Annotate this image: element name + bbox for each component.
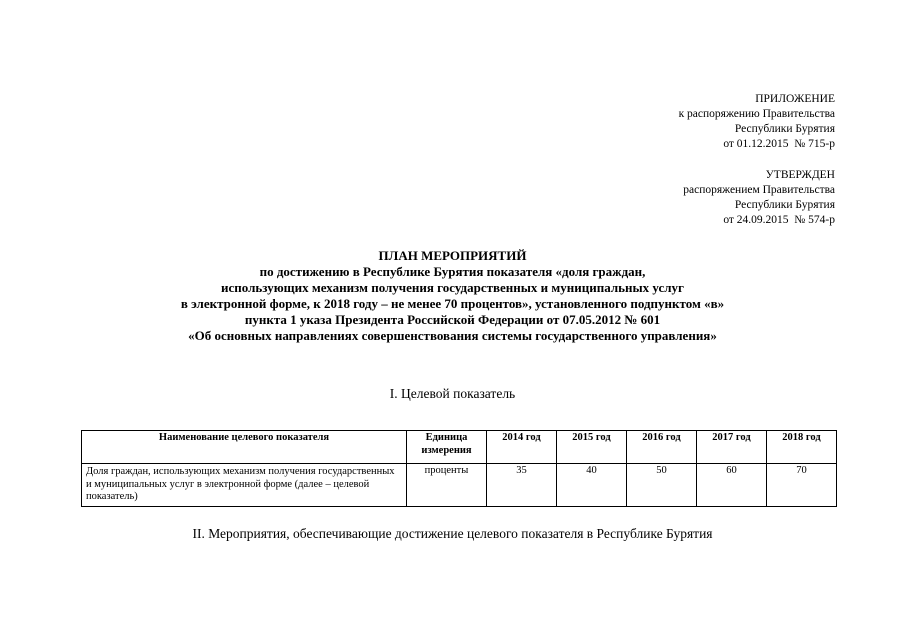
plan-title-line: использующих механизм получения государственных и муниципальных услуг — [221, 280, 684, 295]
cell-indicator-name: Доля граждан, использующих механизм получения государственных и муниципальных услуг в электронной форме (далее – целевой показатель) — [82, 464, 407, 507]
plan-title — [0, 248, 905, 344]
cell-2017: 60 — [697, 464, 767, 507]
header-2018: 2018 год — [767, 431, 837, 464]
header-indicator-name: Наименование целевого показателя — [82, 431, 407, 464]
plan-title-line: по достижению в Республике Бурятия показателя «доля граждан, — [259, 264, 646, 279]
approved-date-number: от 24.09.2015 № 574-р — [723, 214, 835, 226]
appendix-date-number: от 01.12.2015 № 715-р — [723, 138, 835, 150]
cell-unit: проценты — [407, 464, 487, 507]
appendix-block — [679, 92, 835, 152]
plan-title-line: в электронной форме, к 2018 году – не менее 70 процентов», установленного подпунктом «в» — [180, 296, 725, 311]
table-header-row — [82, 431, 837, 464]
cell-2018: 70 — [767, 464, 837, 507]
cell-2016: 50 — [627, 464, 697, 507]
section-1-heading: I. Целевой показатель — [389, 386, 516, 401]
header-2015: 2015 год — [557, 431, 627, 464]
appendix-line: Республики Бурятия — [734, 123, 835, 135]
header-2014: 2014 год — [487, 431, 557, 464]
appendix-heading: ПРИЛОЖЕНИЕ — [755, 93, 835, 105]
cell-2014: 35 — [487, 464, 557, 507]
table-row — [82, 464, 837, 507]
cell-2015: 40 — [557, 464, 627, 507]
plan-title-line: пункта 1 указа Президента Российской Федерации от 07.05.2012 № 601 — [244, 312, 661, 327]
header-2017: 2017 год — [697, 431, 767, 464]
plan-title-line: «Об основных направлениях совершенствования системы государственного управления» — [188, 328, 717, 343]
section-2-heading: II. Мероприятия, обеспечивающие достижение целевого показателя в Республике Бурятия — [192, 526, 713, 541]
approved-line: распоряжением Правительства — [683, 184, 835, 196]
approved-block — [683, 168, 835, 228]
header-2016: 2016 год — [627, 431, 697, 464]
target-indicator-table — [81, 430, 837, 507]
approved-line: Республики Бурятия — [734, 199, 835, 211]
approved-heading: УТВЕРЖДЕН — [765, 169, 835, 181]
appendix-line: к распоряжению Правительства — [678, 108, 835, 120]
plan-title-heading: ПЛАН МЕРОПРИЯТИЙ — [378, 248, 527, 263]
header-unit: Единица измерения — [407, 431, 487, 464]
